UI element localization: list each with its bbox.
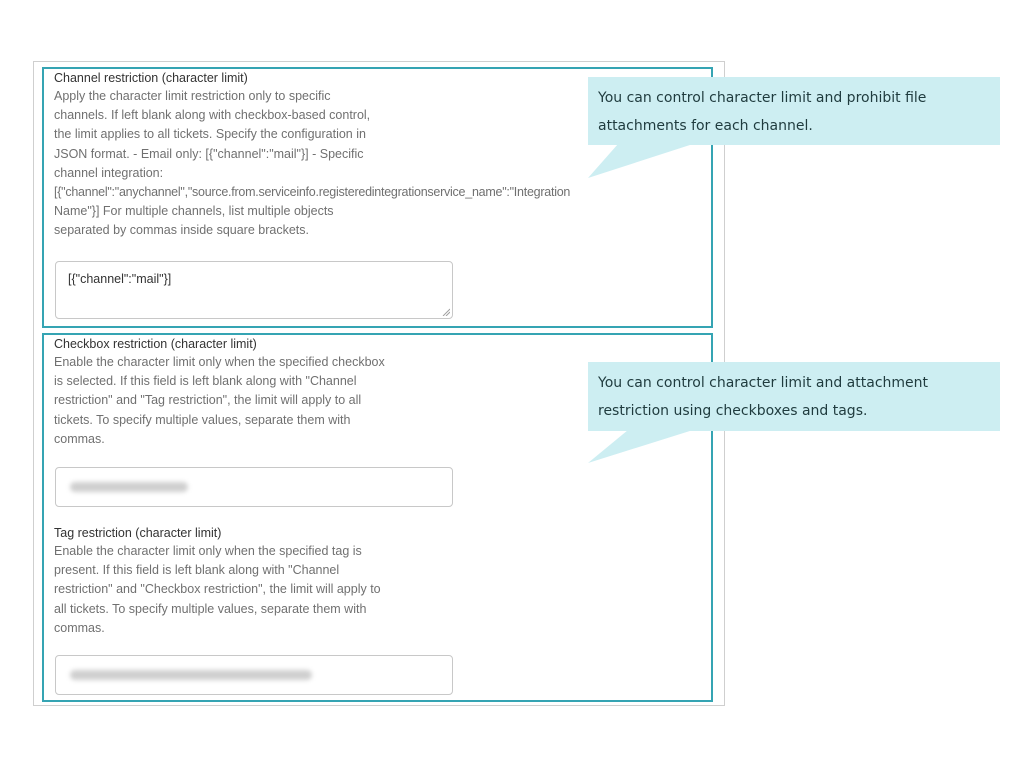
description-line: channel integration: [54,165,164,180]
description-line: channels. If left blank along with checkbox-based control, [54,108,371,123]
description-line: JSON format. - Email only: [{"channel":"mail"}] - Specific [54,146,364,161]
description-line: Apply the character limit restriction only to specific [54,89,331,103]
description-line: Enable the character limit only when the specified tag is [54,544,362,558]
callout-line: attachments for each channel. [598,118,813,134]
callout-tail-icon [588,430,698,464]
description-line: separated by commas inside square brackets. [54,223,309,238]
description-line: Name"}] For multiple channels, list multiple objects [54,204,334,219]
description-line: commas. [54,620,105,635]
description-line: the limit applies to all tickets. Specify the configuration in [54,127,366,142]
callout-line: You can control character limit and attachment [598,375,929,391]
description-line: all tickets. To specify multiple values, separate them with [54,601,367,616]
callout-checkbox-tag-note [588,362,1000,431]
tag-restriction-label: Tag restriction (character limit) [54,526,222,540]
description-line: Enable the character limit only when the specified checkbox [54,355,385,369]
channel-restriction-label: Channel restriction (character limit) [54,71,248,85]
description-line: [{"channel":"anychannel","source.from.serviceinfo.registeredintegrationservice_name":"Integration [54,185,571,200]
description-line: commas. [54,431,105,446]
description-line: restriction" and "Checkbox restriction", the limit will apply to [54,582,381,597]
callout-line: restriction using checkboxes and tags. [598,403,868,419]
channel-restriction-value: [{"channel":"mail"}] [68,272,172,286]
description-line: tickets. To specify multiple values, separate them with [54,412,351,427]
callout-channel-note [588,77,1000,145]
callout-tail-icon [588,144,698,178]
description-line: present. If this field is left blank along with "Channel [54,563,340,578]
description-line: is selected. If this field is left blank along with "Channel [54,374,357,389]
description-line: restriction" and "Tag restriction", the limit will apply to all [54,393,362,408]
checkbox-restriction-label: Checkbox restriction (character limit) [54,337,257,351]
callout-line: You can control character limit and prohibit file [598,90,927,106]
